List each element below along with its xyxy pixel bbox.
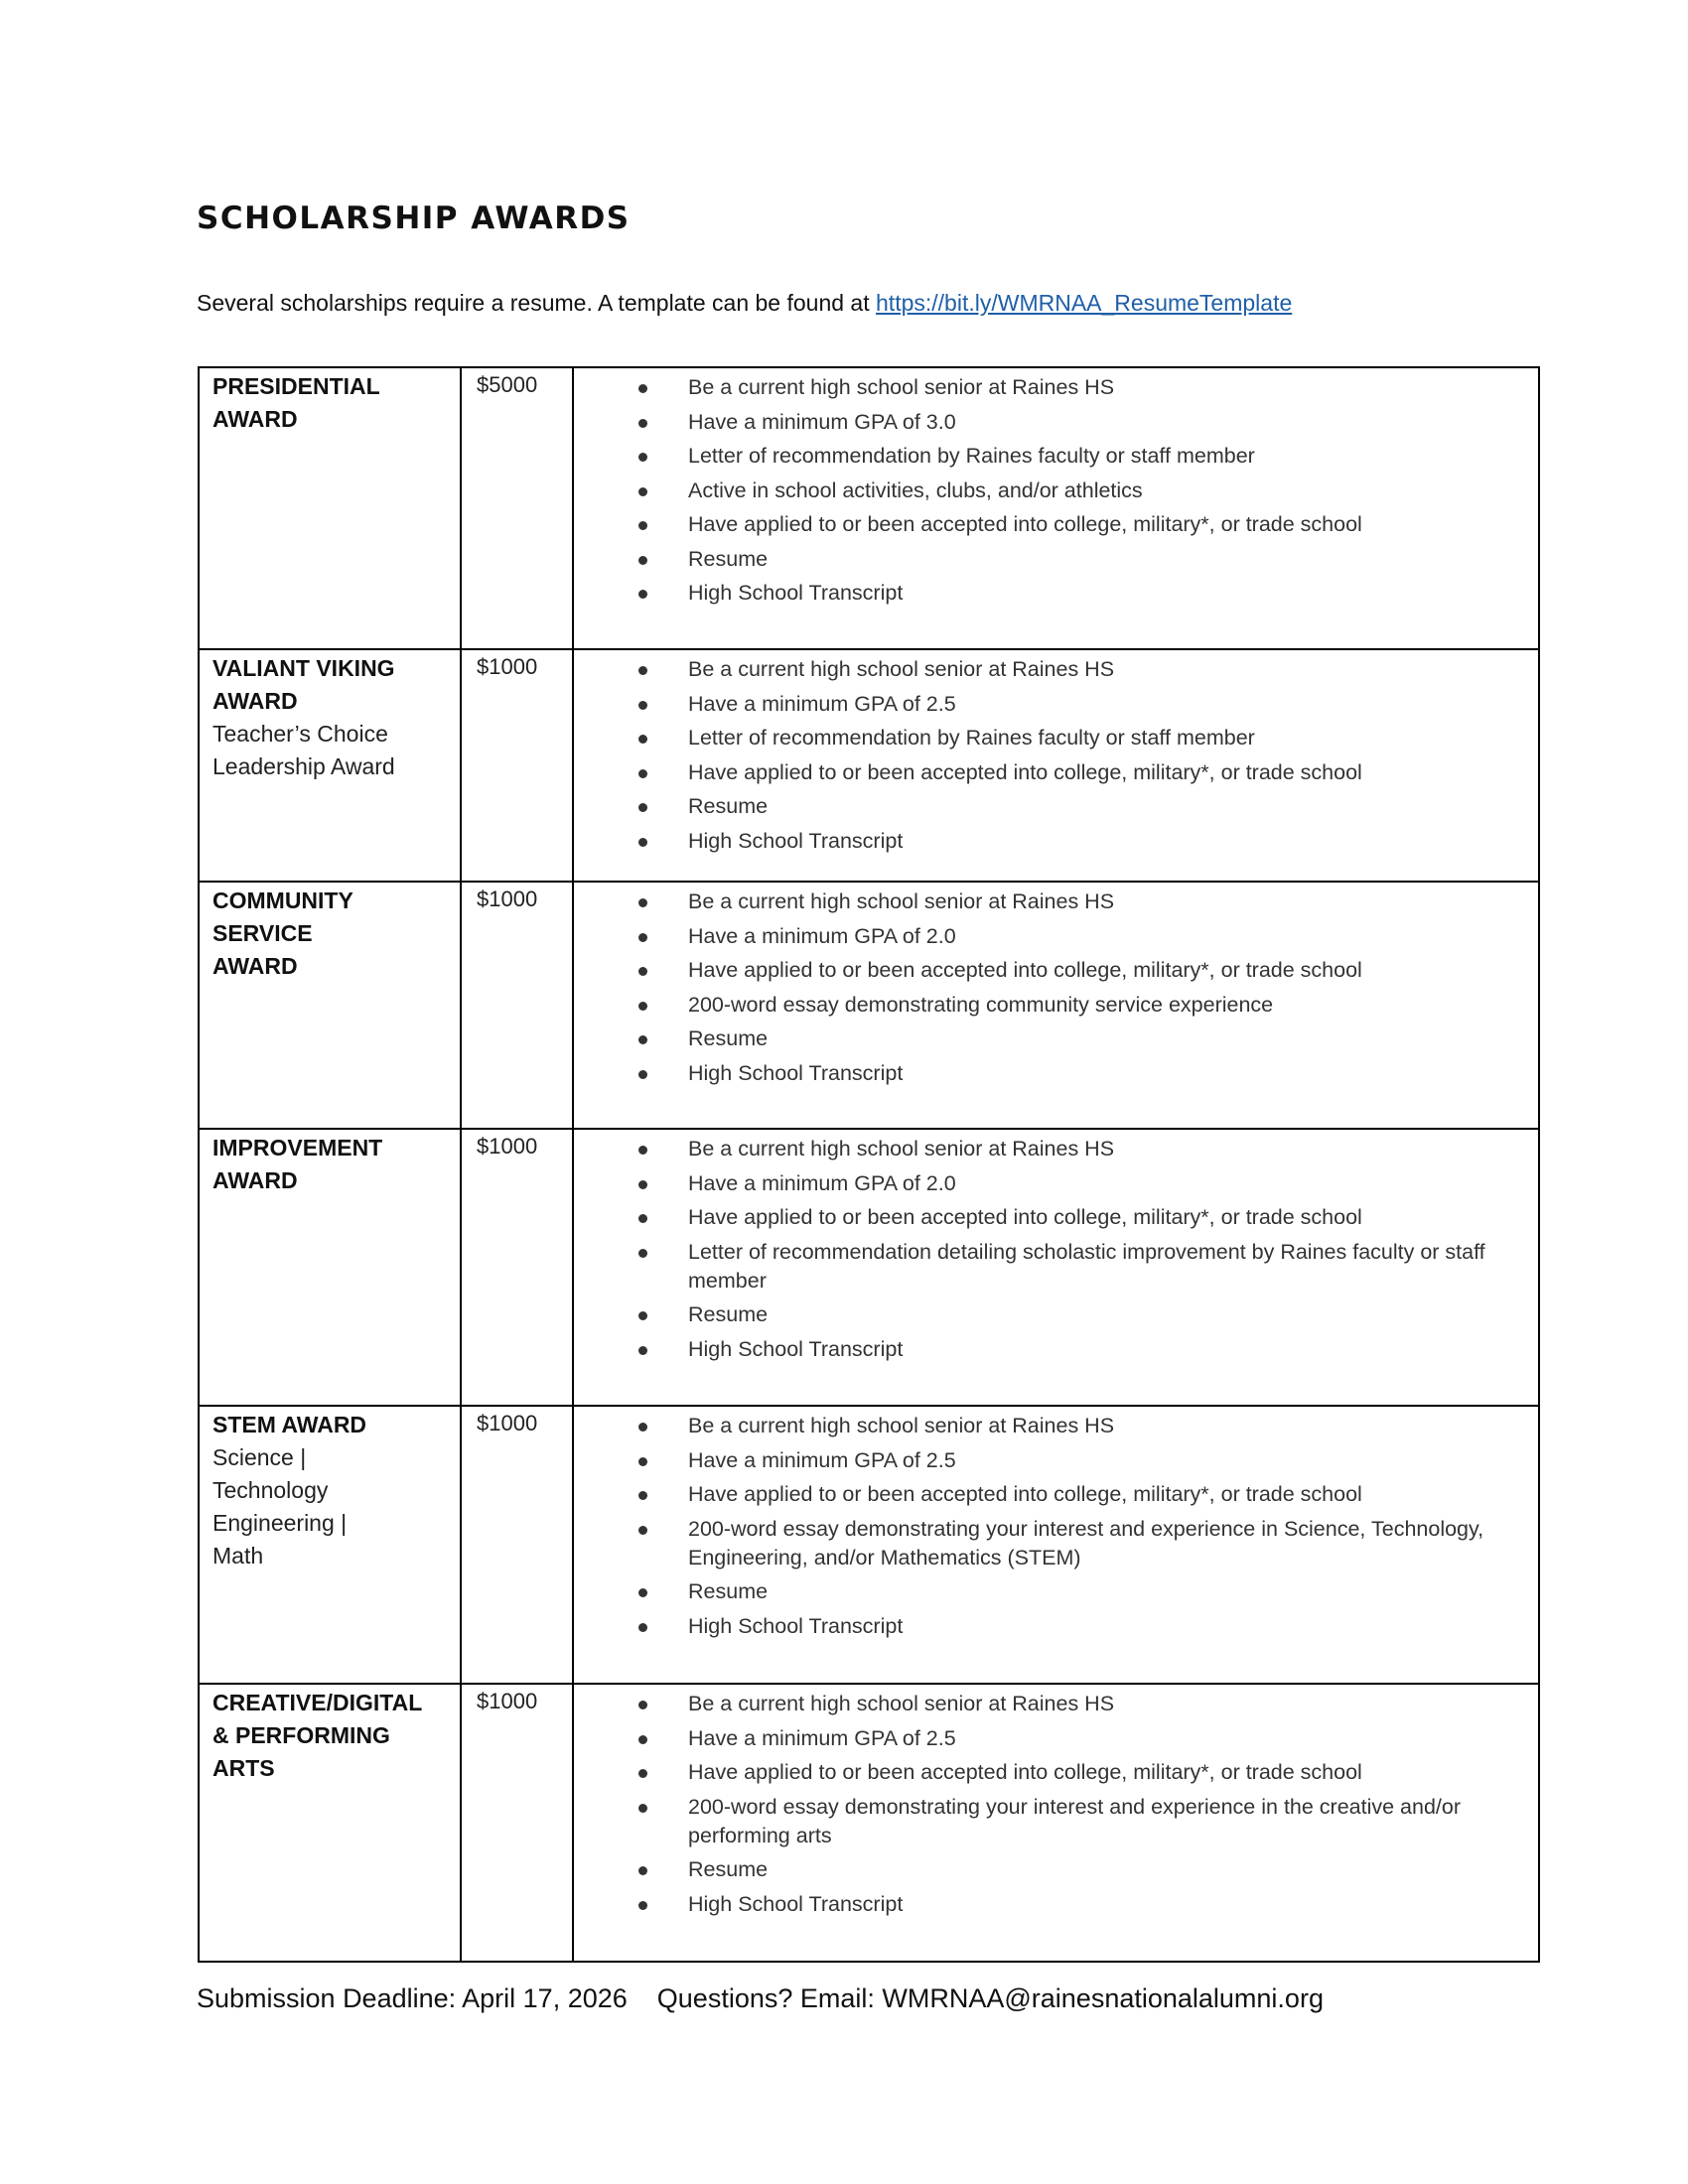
award-name-cell [199, 882, 461, 1129]
bullet-icon [638, 1769, 647, 1778]
requirement-text: Be a current high school senior at Raines HS [688, 1692, 1115, 1715]
requirement-item [574, 1612, 1518, 1641]
requirement-item [574, 1059, 1518, 1088]
bullet-icon [638, 1866, 647, 1875]
bullet-icon [638, 1457, 647, 1466]
bullet-icon [638, 1249, 647, 1258]
award-subtitle: Leadership Award [212, 753, 395, 779]
award-amount-cell [461, 649, 573, 882]
requirement-item [574, 690, 1518, 719]
bullet-icon [638, 1526, 647, 1535]
requirements-list [574, 655, 1538, 856]
requirements-list [574, 1135, 1538, 1364]
bullet-icon [638, 419, 647, 428]
intro-text [197, 290, 1292, 317]
award-name: AWARD [212, 406, 298, 432]
requirement-item [574, 408, 1518, 437]
bullet-icon [638, 1804, 647, 1813]
award-subtitle: Teacher’s Choice [212, 721, 388, 747]
requirement-text: Letter of recommendation by Raines faculty or staff member [688, 444, 1255, 468]
requirement-text: Letter of recommendation by Raines faculty or staff member [688, 726, 1255, 750]
award-name: COMMUNITY [212, 887, 353, 913]
award-row [199, 649, 1539, 882]
requirement-item [574, 1238, 1518, 1296]
requirement-text: Have a minimum GPA of 2.0 [688, 923, 956, 948]
requirement-item [574, 1758, 1518, 1787]
requirement-text: Have applied to or been accepted into college, military*, or trade school [688, 958, 1362, 982]
bullet-icon [638, 1146, 647, 1155]
requirement-item [574, 1480, 1518, 1509]
requirement-text: Have a minimum GPA of 2.5 [688, 691, 956, 716]
requirement-text: Have applied to or been accepted into college, military*, or trade school [688, 759, 1362, 784]
award-row [199, 367, 1539, 649]
award-requirements-cell [573, 1129, 1539, 1406]
requirement-item [574, 373, 1518, 402]
requirements-list [574, 1412, 1538, 1641]
requirement-text: Letter of recommendation detailing scholastic improvement by Raines faculty or staff member [688, 1239, 1485, 1293]
requirement-item [574, 1890, 1518, 1919]
award-name: PRESIDENTIAL [212, 373, 380, 399]
bullet-icon [638, 590, 647, 599]
bullet-icon [638, 838, 647, 847]
resume-template-link[interactable]: https://bit.ly/WMRNAA_ResumeTemplate [876, 290, 1293, 316]
award-amount-cell [461, 1684, 573, 1962]
requirement-text: High School Transcript [688, 1060, 904, 1085]
requirement-item [574, 758, 1518, 787]
bullet-icon [638, 1623, 647, 1632]
intro-sentence: Several scholarships require a resume. A template can be found at [197, 290, 877, 316]
award-name: AWARD [212, 1167, 298, 1193]
requirement-text: Be a current high school senior at Raines HS [688, 657, 1115, 681]
award-name: AWARD [212, 688, 298, 714]
bullet-icon [638, 1180, 647, 1189]
requirement-text: 200-word essay demonstrating your interest and experience in Science, Technology, Engineering, and/or Mathematics (STEM) [688, 1516, 1484, 1570]
requirement-item [574, 1446, 1518, 1475]
award-name: AWARD [212, 953, 298, 979]
award-amount: $1000 [477, 1134, 538, 1159]
footer [197, 1983, 1324, 2014]
award-requirements-cell [573, 367, 1539, 649]
award-amount: $1000 [477, 654, 538, 679]
requirement-item [574, 510, 1518, 539]
award-subtitle: Technology [212, 1477, 329, 1503]
requirement-text: Be a current high school senior at Raines HS [688, 889, 1115, 913]
page-title: SCHOLARSHIP AWARDS [197, 201, 631, 236]
award-name: ARTS [212, 1755, 275, 1781]
award-name-cell [199, 1406, 461, 1684]
requirement-text: Have a minimum GPA of 2.5 [688, 1725, 956, 1750]
award-requirements-cell [573, 1406, 1539, 1684]
requirement-item [574, 1855, 1518, 1884]
requirement-item [574, 1335, 1518, 1364]
award-name: & PERFORMING [212, 1722, 390, 1748]
award-name: VALIANT VIKING [212, 655, 395, 681]
award-name: CREATIVE/DIGITAL [212, 1690, 423, 1715]
award-subtitle: Engineering | [212, 1510, 348, 1536]
requirement-item [574, 579, 1518, 608]
requirement-item [574, 887, 1518, 916]
award-requirements-cell [573, 649, 1539, 882]
bullet-icon [638, 1311, 647, 1320]
award-name: SERVICE [212, 920, 313, 946]
award-amount-cell [461, 1129, 573, 1406]
bullet-icon [638, 933, 647, 942]
bullet-icon [638, 453, 647, 462]
award-name: IMPROVEMENT [212, 1135, 383, 1160]
requirement-item [574, 1169, 1518, 1198]
requirement-text: High School Transcript [688, 1891, 904, 1916]
requirement-text: High School Transcript [688, 581, 904, 605]
award-requirements-cell [573, 1684, 1539, 1962]
bullet-icon [638, 769, 647, 778]
requirement-text: Resume [688, 1026, 769, 1050]
requirement-item [574, 477, 1518, 505]
bullet-icon [638, 1214, 647, 1223]
requirement-text: Be a current high school senior at Raines HS [688, 1414, 1115, 1437]
requirement-text: High School Transcript [688, 1336, 904, 1361]
award-name: STEM AWARD [212, 1412, 367, 1437]
requirement-item [574, 1203, 1518, 1232]
requirement-text: Have applied to or been accepted into college, military*, or trade school [688, 1760, 1362, 1784]
bullet-icon [638, 803, 647, 812]
bullet-icon [638, 556, 647, 565]
award-row [199, 1684, 1539, 1962]
award-name-cell [199, 649, 461, 882]
requirement-item [574, 991, 1518, 1020]
award-amount: $1000 [477, 887, 538, 911]
requirement-text: Resume [688, 1579, 769, 1603]
bullet-icon [638, 967, 647, 976]
bullet-icon [638, 666, 647, 675]
bullet-icon [638, 487, 647, 496]
requirement-text: Resume [688, 546, 769, 571]
award-row [199, 1129, 1539, 1406]
requirement-item [574, 545, 1518, 574]
bullet-icon [638, 898, 647, 907]
requirement-item [574, 1724, 1518, 1753]
requirement-text: Resume [688, 794, 769, 818]
requirement-item [574, 922, 1518, 951]
requirement-text: Have a minimum GPA of 2.0 [688, 1170, 956, 1195]
requirements-list [574, 887, 1538, 1088]
award-name-cell [199, 1129, 461, 1406]
bullet-icon [638, 1588, 647, 1597]
requirement-text: Have applied to or been accepted into college, military*, or trade school [688, 512, 1362, 536]
award-amount: $1000 [477, 1689, 538, 1713]
requirement-item [574, 792, 1518, 821]
requirement-item [574, 442, 1518, 471]
requirements-list [574, 1690, 1538, 1919]
bullet-icon [638, 1491, 647, 1500]
requirement-item [574, 724, 1518, 752]
award-row [199, 1406, 1539, 1684]
bullet-icon [638, 384, 647, 393]
bullet-icon [638, 1735, 647, 1744]
bullet-icon [638, 701, 647, 710]
requirement-text: Resume [688, 1302, 769, 1326]
requirement-item [574, 1412, 1518, 1440]
requirement-item [574, 1690, 1518, 1718]
requirement-item [574, 1793, 1518, 1850]
award-amount-cell [461, 1406, 573, 1684]
requirement-text: Active in school activities, clubs, and/or athletics [688, 478, 1143, 502]
bullet-icon [638, 1346, 647, 1355]
requirement-item [574, 1135, 1518, 1163]
award-amount: $1000 [477, 1411, 538, 1435]
requirement-text: Resume [688, 1857, 769, 1881]
bullet-icon [638, 735, 647, 744]
award-name-cell [199, 1684, 461, 1962]
award-subtitle: Science | [212, 1444, 307, 1470]
bullet-icon [638, 1070, 647, 1079]
requirement-text: Have a minimum GPA of 3.0 [688, 409, 956, 434]
requirement-text: Be a current high school senior at Raines HS [688, 375, 1115, 399]
submission-deadline: Submission Deadline: April 17, 2026 [197, 1983, 628, 2013]
requirement-item [574, 1300, 1518, 1329]
requirement-text: Be a current high school senior at Raines HS [688, 1137, 1115, 1160]
bullet-icon [638, 1423, 647, 1432]
bullet-icon [638, 521, 647, 530]
requirement-item [574, 827, 1518, 856]
requirement-text: High School Transcript [688, 828, 904, 853]
contact-email: Questions? Email: WMRNAA@rainesnationalalumni.org [656, 1983, 1324, 2013]
award-row [199, 882, 1539, 1129]
requirement-text: 200-word essay demonstrating community service experience [688, 992, 1274, 1017]
requirement-text: High School Transcript [688, 1613, 904, 1638]
requirement-item [574, 1515, 1518, 1572]
bullet-icon [638, 1035, 647, 1044]
scholarship-awards-table [198, 366, 1540, 1963]
requirement-text: Have a minimum GPA of 2.5 [688, 1447, 956, 1472]
requirement-text: Have applied to or been accepted into college, military*, or trade school [688, 1205, 1362, 1229]
requirements-list [574, 373, 1538, 608]
award-subtitle: Math [212, 1543, 264, 1569]
requirement-item [574, 1024, 1518, 1053]
requirement-text: 200-word essay demonstrating your interest and experience in the creative and/or performing arts [688, 1794, 1462, 1847]
bullet-icon [638, 1901, 647, 1910]
requirement-text: Have applied to or been accepted into college, military*, or trade school [688, 1482, 1362, 1506]
award-name-cell [199, 367, 461, 649]
bullet-icon [638, 1701, 647, 1709]
award-amount-cell [461, 367, 573, 649]
award-amount-cell [461, 882, 573, 1129]
requirement-item [574, 956, 1518, 985]
award-requirements-cell [573, 882, 1539, 1129]
bullet-icon [638, 1002, 647, 1011]
requirement-item [574, 655, 1518, 684]
award-amount: $5000 [477, 372, 538, 397]
requirement-item [574, 1577, 1518, 1606]
